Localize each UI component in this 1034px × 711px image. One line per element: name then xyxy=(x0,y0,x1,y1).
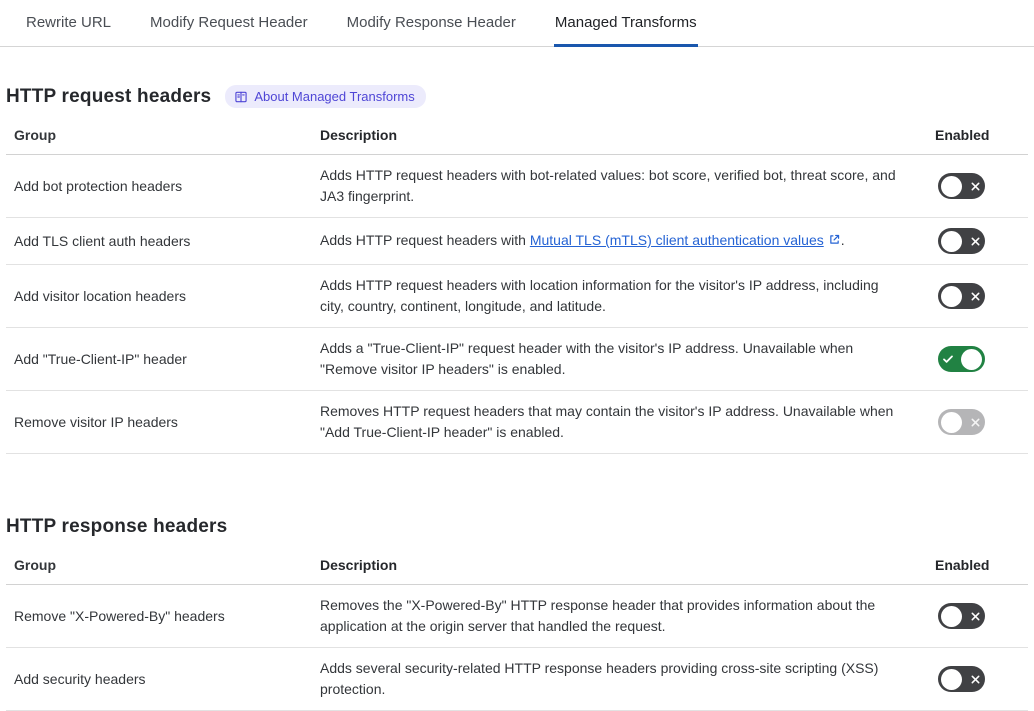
row-group-label: Add security headers xyxy=(14,671,146,687)
toggle-knob xyxy=(941,231,962,252)
x-icon xyxy=(968,236,982,247)
tab-managed-transforms[interactable]: Managed Transforms xyxy=(554,0,698,47)
enabled-toggle[interactable] xyxy=(938,173,985,199)
enabled-toggle xyxy=(938,409,985,435)
request-headers-section-head xyxy=(6,85,1028,108)
response-headers-table xyxy=(6,550,1028,711)
column-header-enabled: Enabled xyxy=(935,557,990,573)
tab-modify-response-header[interactable]: Modify Response Header xyxy=(346,14,516,31)
column-header-enabled: Enabled xyxy=(935,127,990,143)
description-text: . xyxy=(840,232,845,248)
toggle-knob xyxy=(961,349,982,370)
tab-modify-request-header[interactable]: Modify Request Header xyxy=(150,14,308,31)
description-text: Adds HTTP request headers with location information for the visitor's IP address, including city, country, continent, longitude, and latitude. xyxy=(320,277,879,314)
row-description xyxy=(320,328,935,390)
row-description xyxy=(320,220,935,262)
table-row xyxy=(6,218,1028,265)
table-row xyxy=(6,328,1028,391)
enabled-toggle[interactable] xyxy=(938,228,985,254)
table-row xyxy=(6,648,1028,711)
toggle-knob xyxy=(941,606,962,627)
badge-label: About Managed Transforms xyxy=(254,89,415,104)
row-description xyxy=(320,155,935,217)
row-group-label: Add "True-Client-IP" header xyxy=(14,351,187,367)
column-header-group: Group xyxy=(14,557,56,573)
managed-transforms-page xyxy=(0,85,1034,711)
row-description xyxy=(320,391,935,453)
row-group-label: Remove "X-Powered-By" headers xyxy=(14,608,225,624)
tab-rewrite-url[interactable]: Rewrite URL xyxy=(26,14,112,31)
table-row xyxy=(6,391,1028,454)
book-icon xyxy=(234,90,248,104)
table-header-row xyxy=(6,550,1028,585)
description-text: Adds HTTP request headers with bot-related values: bot score, verified bot, threat score, and JA3 fingerprint. xyxy=(320,167,896,204)
row-description xyxy=(320,585,935,647)
table-header-row xyxy=(6,120,1028,155)
request-headers-title: HTTP request headers xyxy=(6,85,212,107)
table-row xyxy=(6,585,1028,648)
description-text: Removes HTTP request headers that may contain the visitor's IP address. Unavailable when "Add True-Client-IP header" is enabled. xyxy=(320,403,894,440)
x-icon xyxy=(968,417,982,428)
enabled-toggle[interactable] xyxy=(938,346,985,372)
row-group-label: Add TLS client auth headers xyxy=(14,233,191,249)
check-icon xyxy=(941,353,955,365)
tab-bar xyxy=(0,0,1034,47)
column-header-description: Description xyxy=(320,127,398,143)
x-icon xyxy=(968,674,982,685)
response-headers-title: HTTP response headers xyxy=(6,516,228,537)
external-link-icon xyxy=(828,231,841,252)
toggle-knob xyxy=(941,412,962,433)
about-managed-transforms-badge[interactable] xyxy=(225,85,425,108)
x-icon xyxy=(968,181,982,192)
row-group-label: Remove visitor IP headers xyxy=(14,414,178,430)
description-link[interactable]: Mutual TLS (mTLS) client authentication values xyxy=(529,232,824,248)
row-description xyxy=(320,648,935,710)
description-text: Removes the "X-Powered-By" HTTP response header that provides information about the application at the origin server that handled the request. xyxy=(320,597,876,634)
enabled-toggle[interactable] xyxy=(938,666,985,692)
row-description xyxy=(320,265,935,327)
description-text: Adds a "True-Client-IP" request header with the visitor's IP address. Unavailable when "Remove visitor IP headers" is enabled. xyxy=(320,340,854,377)
toggle-knob xyxy=(941,669,962,690)
row-group-label: Add visitor location headers xyxy=(14,288,186,304)
column-header-group: Group xyxy=(14,127,56,143)
table-row xyxy=(6,265,1028,328)
description-text: Adds several security-related HTTP response headers providing cross-site scripting (XSS) protection. xyxy=(320,660,879,697)
toggle-knob xyxy=(941,176,962,197)
description-text: Adds HTTP request headers with xyxy=(320,232,530,248)
request-headers-table xyxy=(6,120,1028,454)
table-row xyxy=(6,155,1028,218)
response-headers-section-head xyxy=(6,516,1028,538)
column-header-description: Description xyxy=(320,557,398,573)
enabled-toggle[interactable] xyxy=(938,283,985,309)
x-icon xyxy=(968,611,982,622)
toggle-knob xyxy=(941,286,962,307)
enabled-toggle[interactable] xyxy=(938,603,985,629)
row-group-label: Add bot protection headers xyxy=(14,178,183,194)
x-icon xyxy=(968,291,982,302)
